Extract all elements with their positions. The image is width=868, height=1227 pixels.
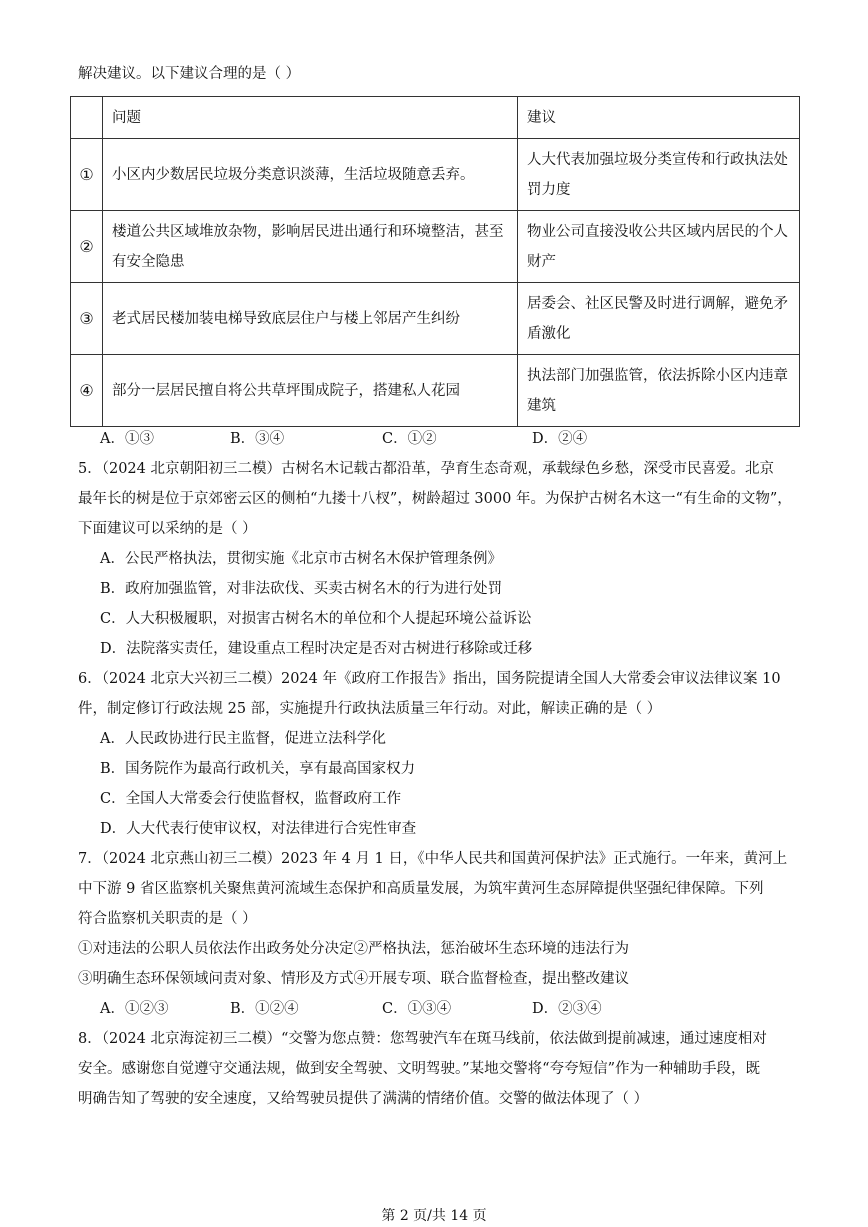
q5-stem-line: 最年长的树是位于京郊密云区的侧柏“九搂十八杈”，树龄超过 3000 年。为保护古树名木这一“有生命的文物”， [78, 491, 792, 507]
q7-statement-line: ①对违法的公职人员依法作出政务处分决定②严格执法，惩治破坏生态环境的违法行为 [78, 941, 629, 957]
q7-statement-line: ③明确生态环保领域问责对象、情形及方式④开展专项、联合监督检查，提出整改建议 [78, 971, 629, 987]
q7-stem-line: 符合监察机关职责的是（ ） [78, 911, 257, 927]
row-problem: 小区内少数居民垃圾分类意识淡薄，生活垃圾随意丢弃。 [103, 139, 518, 211]
q5-stem-line: 5．（2024 北京朝阳初三二模）古树名木记载古都沿革，孕育生态奇观，承载绿色乡愁，深受市民喜爱。北京 [78, 461, 774, 477]
q7-stem-line: 7．（2024 北京燕山初三二模）2023 年 4 月 1 日，《中华人民共和国黄河保护法》正式施行。一年来，黄河上 [78, 851, 788, 867]
row-suggestion: 人大代表加强垃圾分类宣传和行政执法处罚力度 [518, 139, 800, 211]
q8-stem-line: 明确告知了驾驶的安全速度，又给驾驶员提供了满满的情绪价值。交警的做法体现了（ ） [78, 1091, 649, 1107]
table-row [71, 283, 800, 355]
q5-stem-line: 下面建议可以采纳的是（ ） [78, 521, 257, 537]
row-suggestion: 居委会、社区民警及时进行调解，避免矛盾激化 [518, 283, 800, 355]
option-a[interactable]: A．①②③ [100, 1001, 169, 1017]
table-header-row [71, 97, 800, 139]
question-intro: 解决建议。以下建议合理的是（ ） [78, 66, 301, 82]
option-a[interactable]: A．①③ [100, 431, 154, 447]
row-suggestion: 物业公司直接没收公共区域内居民的个人财产 [518, 211, 800, 283]
q5-option-a[interactable]: A．公民严格执法，贯彻实施《北京市古树名木保护管理条例》 [100, 551, 502, 567]
q6-option-c[interactable]: C．全国人大常委会行使监督权，监督政府工作 [100, 791, 402, 807]
page-footer: 第 2 页/共 14 页 [381, 1208, 487, 1224]
q6-option-d[interactable]: D．人大代表行使审议权，对法律进行合宪性审查 [100, 821, 417, 837]
row-number: ④ [71, 355, 103, 427]
q7-stem-line: 中下游 9 省区监察机关聚焦黄河流域生态保护和高质量发展，为筑牢黄河生态屏障提供坚强纪律保障。下列 [78, 881, 764, 897]
row-number: ③ [71, 283, 103, 355]
q5-option-b[interactable]: B．政府加强监管，对非法砍伐、买卖古树名木的行为进行处罚 [100, 581, 503, 597]
table-row [71, 139, 800, 211]
option-b[interactable]: B．①②④ [230, 1001, 299, 1017]
row-number: ① [71, 139, 103, 211]
row-suggestion: 执法部门加强监管，依法拆除小区内违章建筑 [518, 355, 800, 427]
q6-option-b[interactable]: B．国务院作为最高行政机关，享有最高国家权力 [100, 761, 416, 777]
row-problem: 老式居民楼加装电梯导致底层住户与楼上邻居产生纠纷 [103, 283, 518, 355]
row-problem: 楼道公共区域堆放杂物，影响居民进出通行和环境整洁，甚至有安全隐患 [103, 211, 518, 283]
q5-option-c[interactable]: C．人大积极履职，对损害古树名木的单位和个人提起环境公益诉讼 [100, 611, 532, 627]
option-c[interactable]: C．①③④ [382, 1001, 452, 1017]
question-table [70, 96, 800, 427]
table-row [71, 211, 800, 283]
table-header-cell [71, 97, 103, 139]
table-header-cell: 问题 [103, 97, 518, 139]
q8-stem-line: 安全。感谢您自觉遵守交通法规，做到安全驾驶、文明驾驶。”某地交警将“夸夸短信”作为一种辅助手段，既 [78, 1061, 760, 1077]
q8-stem-line: 8．（2024 北京海淀初三二模）“交警为您点赞：您驾驶汽车在斑马线前，依法做到提前减速，通过速度相对 [78, 1031, 767, 1047]
option-d[interactable]: D．②③④ [532, 1001, 602, 1017]
option-b[interactable]: B．③④ [230, 431, 285, 447]
q6-stem-line: 件，制定修订行政法规 25 部，实施提升行政执法质量三年行动。对此，解读正确的是（ ） [78, 701, 662, 717]
table-header-cell: 建议 [518, 97, 800, 139]
row-number: ② [71, 211, 103, 283]
q6-option-a[interactable]: A．人民政协进行民主监督，促进立法科学化 [100, 731, 386, 747]
option-d[interactable]: D．②④ [532, 431, 588, 447]
q5-option-d[interactable]: D．法院落实责任，建设重点工程时决定是否对古树进行移除或迁移 [100, 641, 533, 657]
row-problem: 部分一层居民擅自将公共草坪围成院子，搭建私人花园 [103, 355, 518, 427]
table-row [71, 355, 800, 427]
option-c[interactable]: C．①② [382, 431, 437, 447]
q6-stem-line: 6．（2024 北京大兴初三二模）2024 年《政府工作报告》指出，国务院提请全国人大常委会审议法律议案 10 [78, 671, 781, 687]
